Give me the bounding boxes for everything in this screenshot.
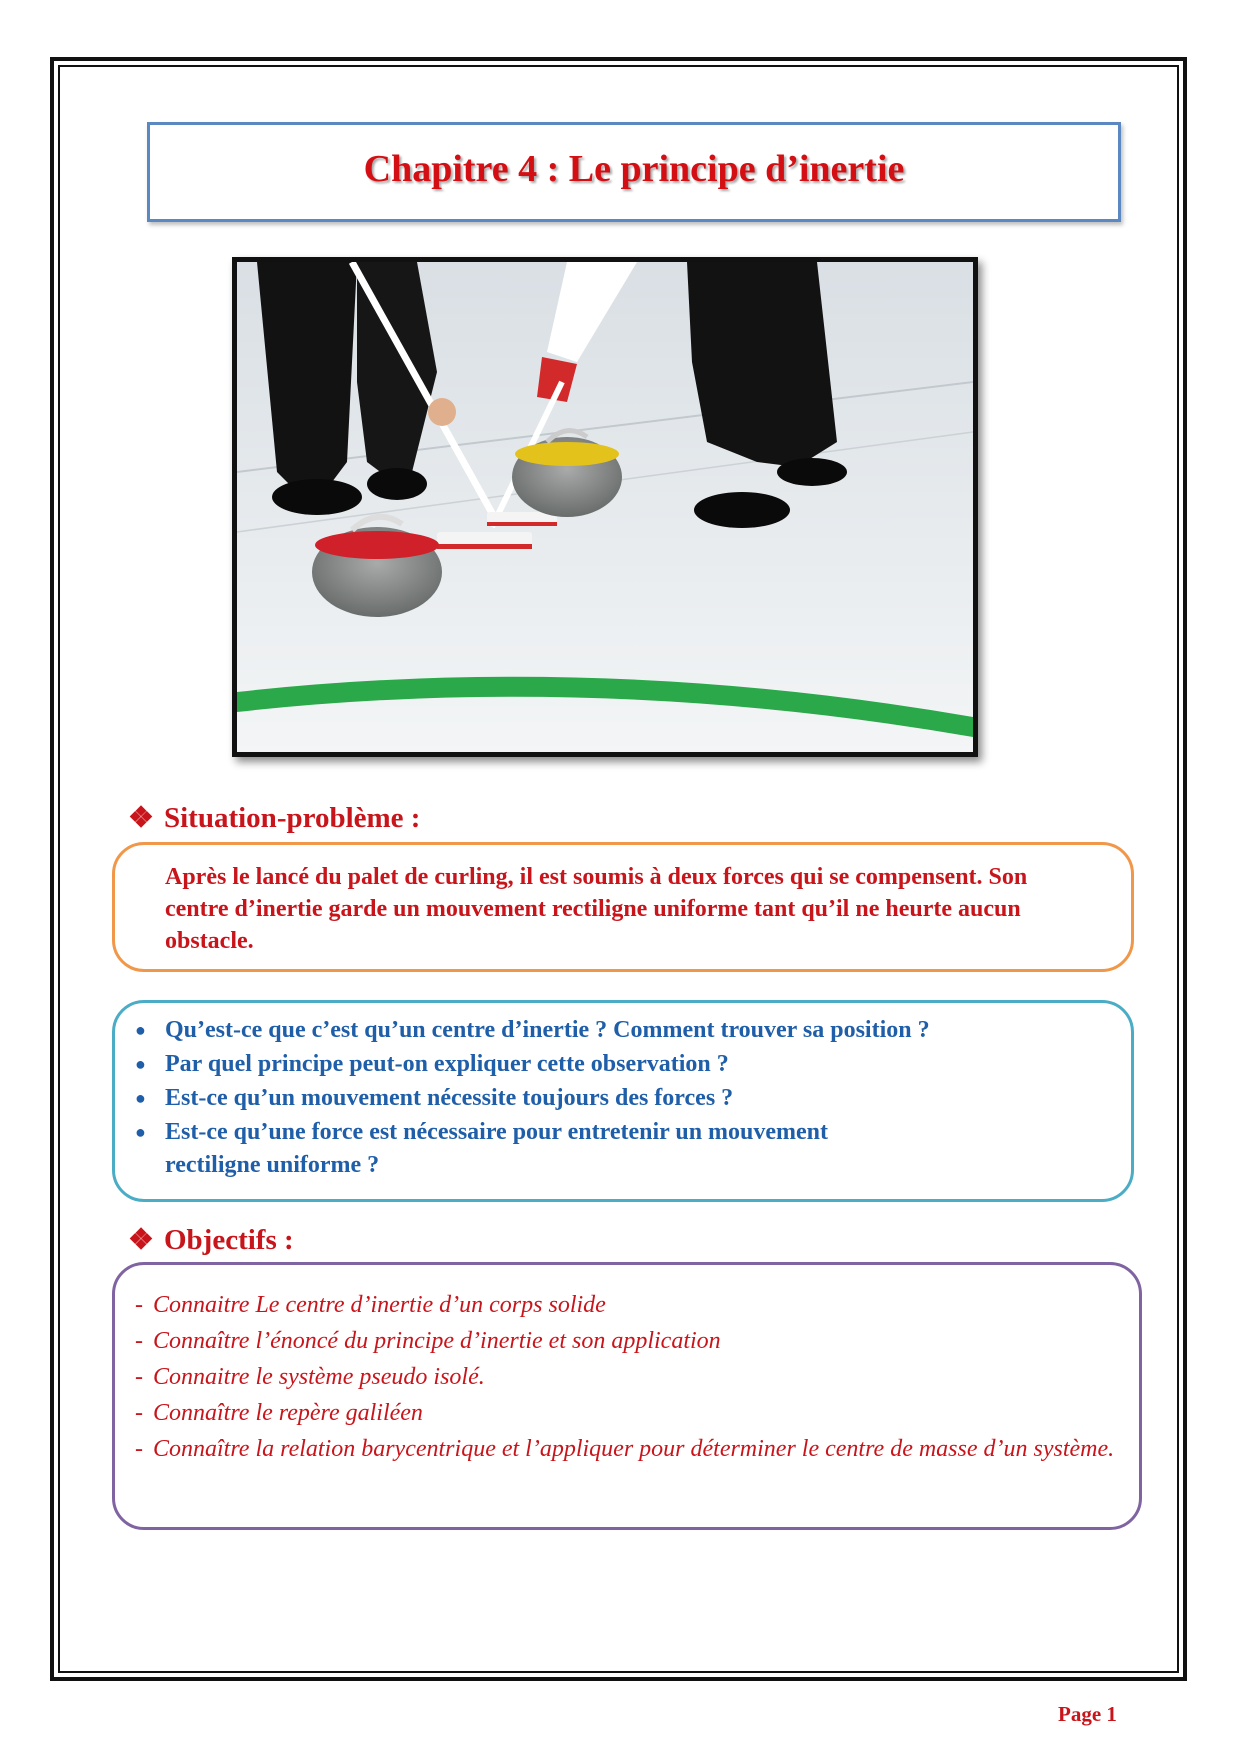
diamond-bullet-icon: ❖: [128, 802, 154, 834]
question-text: Est-ce qu’une force est nécessaire pour entretenir un mouvement: [165, 1119, 829, 1145]
objectif-item: - Connaitre Le centre d’inertie d’un corps solide: [135, 1292, 606, 1318]
questions-box: [112, 1000, 1134, 1202]
objectif-item: - Connaitre le système pseudo isolé.: [135, 1364, 485, 1390]
objectif-item: - Connaître la relation barycentrique et l’appliquer pour déterminer le centre de masse d’un système.: [135, 1436, 1115, 1462]
bullet-icon: ●: [135, 1122, 146, 1142]
objectifs-heading: [128, 1222, 294, 1257]
question-item: [135, 1013, 1131, 1047]
objectif-text: Connaitre le système pseudo isolé.: [153, 1364, 485, 1390]
page-number: Page 1: [1058, 1702, 1117, 1726]
curling-illustration: [237, 262, 973, 752]
bullet-icon: ●: [135, 1020, 146, 1040]
question-text: Par quel principe peut-on expliquer cette observation ?: [165, 1051, 729, 1077]
situation-heading-text: Situation-problème :: [164, 802, 421, 834]
objectif-text: Connaître la relation barycentrique et l’appliquer pour déterminer le centre de masse d’un système.: [153, 1436, 1115, 1462]
objectifs-list: [115, 1287, 1139, 1467]
question-text: Qu’est-ce que c’est qu’un centre d’inertie ? Comment trouver sa position ?: [165, 1017, 930, 1043]
objectif-item: - Connaître le repère galiléen: [135, 1400, 423, 1426]
question-text-continuation: rectiligne uniforme ?: [165, 1152, 380, 1178]
objectifs-box: [112, 1262, 1142, 1530]
situation-box: [112, 842, 1134, 972]
situation-heading: [128, 800, 420, 835]
page-title: Chapitre 4 : Le principe d’inertie: [363, 148, 905, 190]
diamond-bullet-icon: ❖: [128, 1224, 154, 1256]
question-item: [135, 1115, 1131, 1181]
objectif-text: Connaitre Le centre d’inertie d’un corps solide: [153, 1292, 606, 1318]
bullet-icon: ●: [135, 1054, 146, 1074]
situation-text: Après le lancé du palet de curling, il est soumis à deux forces qui se compensent. Son centre d’inertie garde un mouvement rectiligne uniforme tant qu’il ne heurte aucun obstacle.: [165, 864, 1028, 954]
question-item: [135, 1047, 1131, 1081]
objectifs-heading-text: Objectifs :: [164, 1224, 294, 1256]
objectif-text: Connaître le repère galiléen: [153, 1400, 423, 1426]
objectif-text: Connaître l’énoncé du principe d’inertie et son application: [153, 1328, 721, 1354]
questions-list: [115, 1013, 1131, 1181]
question-item: [135, 1081, 1131, 1115]
question-text: Est-ce qu’un mouvement nécessite toujours des forces ?: [165, 1085, 734, 1111]
title-box: [147, 122, 1121, 222]
bullet-icon: ●: [135, 1088, 146, 1108]
objectif-item: - Connaître l’énoncé du principe d’inertie et son application: [135, 1328, 721, 1354]
curling-photo: [232, 257, 978, 757]
